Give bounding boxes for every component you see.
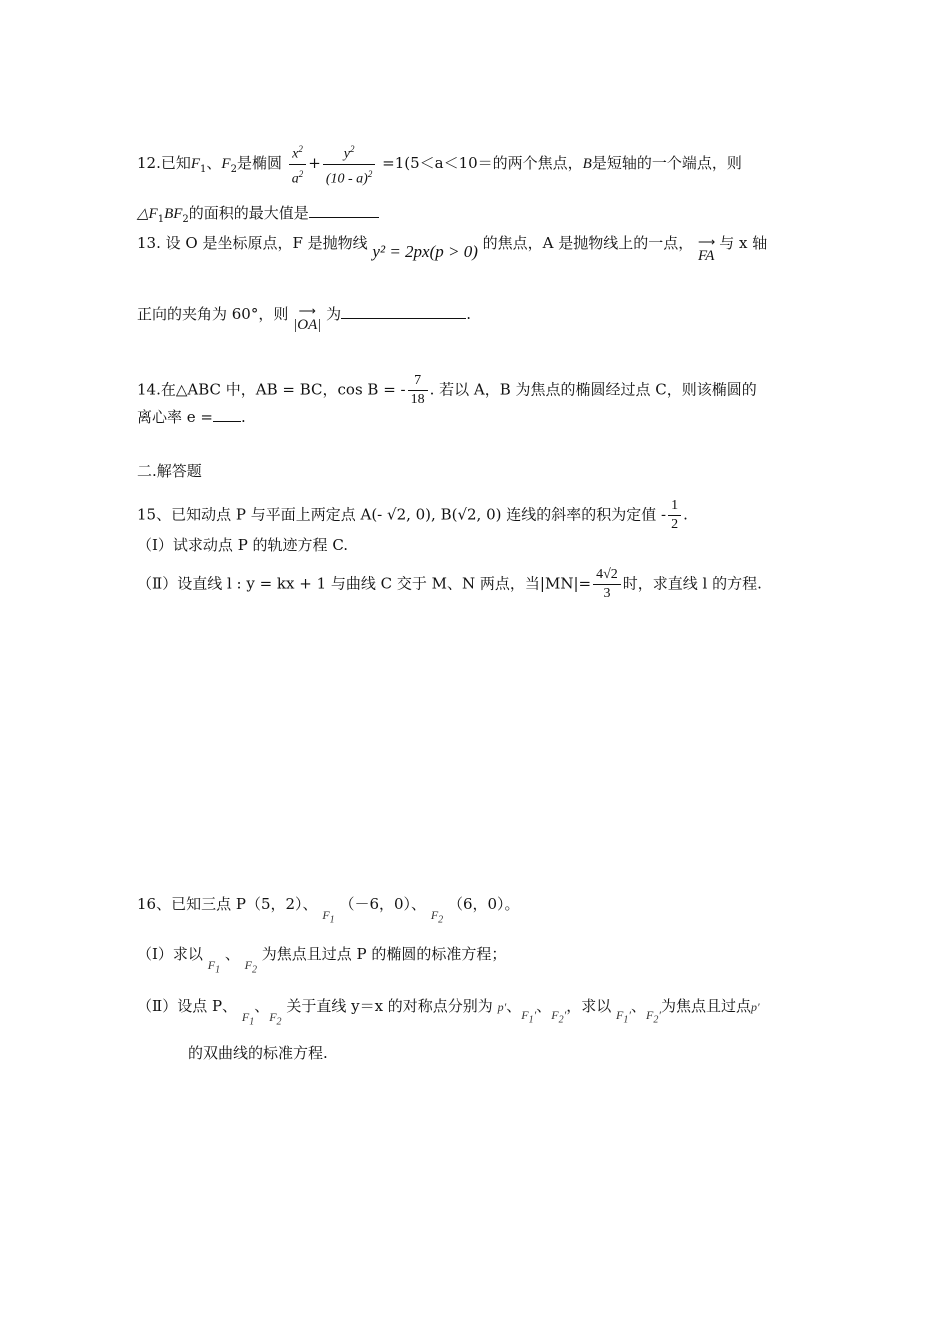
q13-answer-blank[interactable] (341, 304, 466, 319)
q15-mn-fraction: $\frac{4√2}{3}$ (593, 566, 621, 603)
q13-parabola-eq: y² = 2px(p > 0) (372, 242, 478, 261)
q13-vector-oa: ⟶ |OA| (293, 314, 321, 336)
q12-line1: 12.已知$F_1$、$F_2$是椭圆 $\frac{x^2}{a^2}$ + $\frac{y^2}{(10 - a)^2}$ =1(5＜a＜10＝的两个焦点，B是短轴的一个端点，则 (137, 140, 814, 188)
q16-part1: （Ⅰ）求以 $_{F_1}$ 、 $_{F_2}$ 为焦点且过点 P 的椭圆的标准方程； (137, 945, 507, 976)
q12-fraction-y: $\frac{y^2}{(10 - a)^2}$ (323, 140, 376, 188)
q14-line1: 14.在△ABC 中，AB = BC，cos B = - $\frac{7}{18}$ . 若以 A，B 为焦点的椭圆经过点 C，则该椭圆的 (137, 373, 757, 407)
q14-fraction: $\frac{7}{18}$ (408, 372, 428, 409)
q15-fraction: $\frac{1}{2}$ (668, 497, 681, 534)
q13-line1: 13. 设 O 是坐标原点，F 是抛物线 y² = 2px(p > 0) 的焦点，A 是抛物线上的一点， ⟶ FA 与 x 轴 (137, 232, 814, 255)
q15-part1: （Ⅰ）试求动点 P 的轨迹方程 C. (137, 536, 349, 554)
q12-answer-blank[interactable] (309, 203, 379, 218)
q16-part2-cont: 的双曲线的标准方程. (188, 1044, 328, 1062)
section-heading: 二.解答题 (137, 462, 202, 480)
q13-line2: 正向的夹角为 60°，则 ⟶ |OA| 为 . (137, 303, 814, 326)
q14-answer-blank[interactable] (213, 407, 241, 422)
q16-line1: 16、已知三点 P（5，2）、 $_{F_1}$ （－6，0）、 $_{F_2}$ （6，0）。 (137, 895, 520, 926)
q15-part2: （Ⅱ）设直线 l : y = kx + 1 与曲线 C 交于 M、N 两点，当|MN|= $\frac{4√2}{3}$ 时，求直线 l 的方程. (137, 567, 762, 601)
q12-line2: $\triangle F_1BF_2$的面积的最大值是 (137, 202, 814, 231)
q15-line1: 15、已知动点 P 与平面上两定点 A(- √2, 0), B(√2, 0) 连线的斜率的积为定值 - $\frac{1}{2}$ . (137, 498, 688, 532)
q14-line2: 离心率 e = . (137, 408, 246, 426)
q13-vector-fa: ⟶ FA (698, 245, 714, 267)
q12-lead: 12.已知 (137, 154, 191, 173)
q16-part2: （Ⅱ）设点 P、 $_{F_1}$、$_{F_2}$ 关于直线 y＝x 的对称点分别为 p′、$_{F_1'}$、$_{F_2'}$，求以 $_{F_1'}$、$_{F_2'}$为焦点且过点p′ (137, 997, 760, 1028)
q12-condition: =1(5＜a＜10＝的两个焦点， (382, 154, 583, 173)
q12-fraction-x: $\frac{x^2}{a^2}$ (289, 140, 307, 188)
